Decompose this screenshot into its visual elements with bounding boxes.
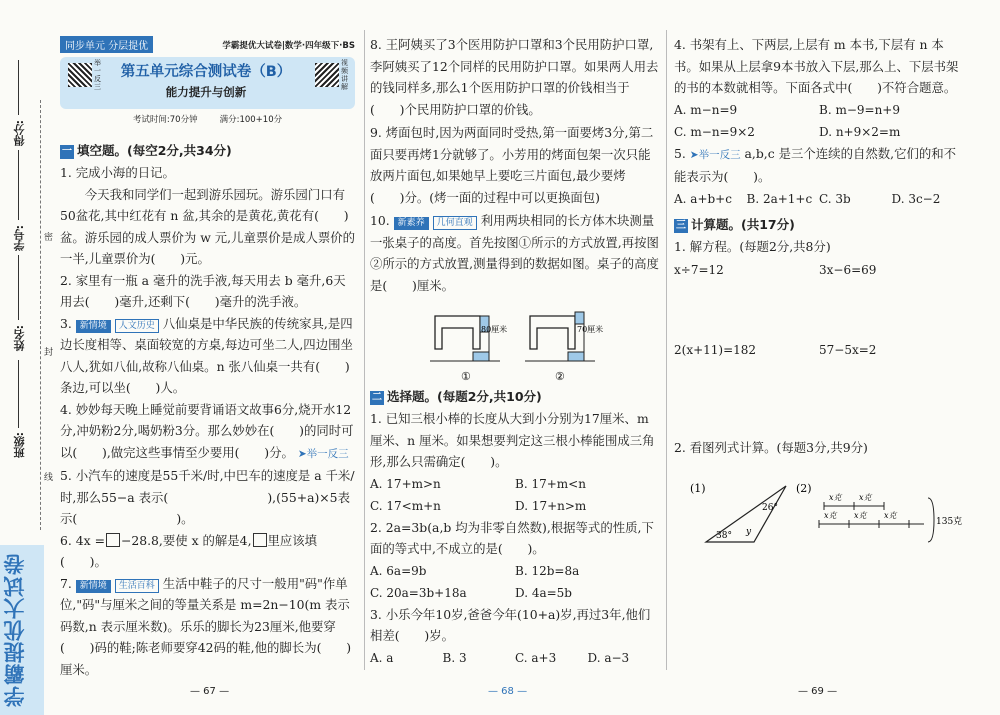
page-number-67: — 67 — bbox=[190, 686, 230, 697]
life-badge: 生活百科 bbox=[115, 579, 159, 593]
qr-left-label: 举一反三 bbox=[94, 59, 101, 91]
figure-1-caption: ① bbox=[461, 370, 471, 383]
question-5: 5. 小汽车的速度是55千米/时,中巴车的速度是 a 千米/时,那么55−a 表示( ),(55+a)×5表示( )。 bbox=[60, 468, 355, 526]
section-1-heading bbox=[60, 140, 358, 162]
section-3-title: 计算题。(共17分) bbox=[691, 216, 795, 232]
angle-26: 26° bbox=[762, 503, 778, 513]
choice-1-options-b: C. 17<m+n D. 17+n>m bbox=[370, 498, 587, 513]
column-divider bbox=[364, 30, 365, 670]
bar-model bbox=[819, 498, 934, 542]
choice-5: 5. ➤举一反三 a,b,c 是三个连续的自然数,它们的和不能表示为( )。 bbox=[674, 145, 957, 184]
new-literacy-badge: 新素养 bbox=[394, 217, 429, 230]
bar-label: x克 bbox=[824, 511, 837, 520]
equations-heading: 1. 解方程。(每题2分,共8分) bbox=[674, 238, 831, 254]
student-id-label: 学号: bbox=[13, 225, 26, 252]
angle-y: y bbox=[746, 527, 752, 537]
full-score: 满分:100+10分 bbox=[219, 115, 283, 125]
figure-1-label: 80厘米 bbox=[481, 325, 508, 334]
question-9: 9. 烤面包时,因为两面同时受热,第一面要烤3分,第二面只要再烤1分就够了。小芳用的烤面包架一次只能放两片面包,如果她早上要吃三片面包,最少要烤( )分。(烤一面的过程中可以更换面包) bbox=[370, 125, 654, 205]
choice-4-options-a: A. m−n=9 B. m−9=n+9 bbox=[674, 102, 900, 117]
blank-square bbox=[253, 533, 267, 547]
bar-label: x克 bbox=[859, 493, 872, 502]
qr-code-right bbox=[315, 63, 339, 87]
figure-2-label: (2) bbox=[796, 482, 812, 495]
qr-code-left bbox=[68, 63, 92, 87]
diary-text: 今天我和同学们一起到游乐园玩。游乐园门口有50盆花,其中红花有 n 盆,其余的是黄花,黄花有( )盆。游乐园的成人票价为 w 元,儿童票价是成人票价的一半,儿童票价为( )元。 bbox=[60, 186, 356, 266]
section-2-title: 选择题。(每题2分,共10分) bbox=[387, 389, 542, 404]
student-id-line bbox=[18, 150, 19, 220]
binding-strip bbox=[0, 0, 54, 715]
choice-1-options-a: A. 17+m>n B. 17+m<n bbox=[370, 476, 586, 491]
exam-time: 考试时间:70分钟 bbox=[132, 115, 198, 125]
seal-mi: 密 bbox=[44, 233, 54, 243]
figure-2-caption: ② bbox=[555, 370, 565, 383]
title-panel bbox=[60, 57, 355, 109]
section-3-heading bbox=[674, 214, 964, 236]
score-line bbox=[18, 60, 19, 115]
choice-2-options-b: C. 20a=3b+18a D. 4a=5b bbox=[370, 585, 572, 600]
score-label: 得分: bbox=[13, 120, 26, 147]
blank-square bbox=[106, 533, 120, 547]
choice-2: 2. 2a=3b(a,b 均为非零自然数),根据等式的性质,下面的等式中,不成立的是( )。 bbox=[370, 519, 654, 556]
table-figures bbox=[425, 294, 625, 384]
extension-link[interactable]: ➤举一反三 bbox=[297, 447, 349, 460]
figure-1-label: (1) bbox=[690, 482, 706, 495]
figure-2 bbox=[525, 312, 595, 361]
question-7: 7. 新情境 生活百科 生活中鞋子的尺寸一般用"码"作单位,"码"与厘米之间的等量关系是 m=2n−10(m 表示码数,n 表示厘米数)。乐乐的脚长为23厘米,他要穿( )码的鞋;陈老师要穿42码的鞋,他的脚长为( )厘米。 bbox=[60, 575, 352, 677]
section-2-number: 二 bbox=[372, 392, 382, 403]
page-number-68: — 68 — bbox=[488, 686, 528, 697]
question-10: 10. 新素养 几何直观 利用两块相同的长方体木块测量一张桌子的高度。首先按图①所示的方式放置,再按图②所示的方式放置,测量得到的数据如图。桌子的高度是( )厘米。 bbox=[370, 213, 659, 293]
bar-label: x克 bbox=[829, 493, 842, 502]
column-2-lower bbox=[370, 386, 660, 669]
extension-link[interactable]: ➤举一反三 bbox=[689, 148, 741, 161]
total-label: 135克 bbox=[936, 517, 963, 527]
series-name: 学霸提优大试卷|数学·四年级下·BS bbox=[222, 40, 355, 51]
equation-row-2: 2(x+11)=182 57−5x=2 bbox=[674, 343, 877, 357]
question-8: 8. 王阿姨买了3个医用防护口罩和3个民用防护口罩,李阿姨买了12个同样的民用防护口罩。如果两人用去的钱同样多,那么1个医用防护口罩的价钱相当于( )个民用防护口罩的价钱。 bbox=[370, 37, 659, 117]
section-3-number: 三 bbox=[676, 219, 686, 231]
choice-4: 4. 书架有上、下两层,上层有 m 本书,下层有 n 本书。如果从上层拿9本书放入下层,那么上、下层书架的书的本数就相等。下面各式中( )不符合题意。 bbox=[674, 37, 959, 95]
question-4: 4. 妙妙每天晚上睡觉前要背诵语文故事6分,烧开水12分,冲奶粉2分,喝奶粉3分。那么妙妙在( )的同时可以( ),做完这些事情至少要用( )分。 ➤举一反三 bbox=[60, 401, 354, 460]
choice-3-options: A. a B. 3 C. a+3 D. a−3 bbox=[370, 650, 630, 665]
section-1-title: 填空题。(每空2分,共34分) bbox=[77, 143, 232, 158]
new-context-badge: 新情境 bbox=[76, 320, 111, 333]
section-2-heading bbox=[370, 386, 660, 408]
question-3: 3. 新情境 人文历史 八仙桌是中华民族的传统家具,是四边长度相等、桌面较宽的方桌,每边可坐二人,四边围坐八人,犹如八仙,故称八仙桌。n 张八仙桌一共有( )条边,可以坐( )人。 bbox=[60, 315, 353, 395]
test-title: 第五单元综合测试卷（B） bbox=[120, 64, 292, 80]
class-line bbox=[18, 360, 19, 428]
test-subtitle: 能力提升与创新 bbox=[165, 85, 247, 99]
choice-4-options-b: C. m−n=9×2 D. n+9×2=m bbox=[674, 124, 901, 139]
equation-row-1: x÷7=12 3x−6=69 bbox=[674, 263, 877, 277]
bar-label: x克 bbox=[854, 511, 867, 520]
geometry-badge: 几何直观 bbox=[433, 216, 477, 230]
header bbox=[60, 36, 355, 132]
binding-line bbox=[40, 100, 41, 530]
page-number-69: — 69 — bbox=[798, 686, 838, 697]
question-2: 2. 家里有一瓶 a 毫升的洗手液,每天用去 b 毫升,6天用去( )毫升,还剩下( )毫升的洗手液。 bbox=[60, 272, 346, 309]
seal-xian: 线 bbox=[44, 473, 54, 483]
choice-1: 1. 已知三根小棒的长度从大到小分别为17厘米、m 厘米、n 厘米。如果想要判定这三根小棒能围成三角形,那么只需确定( )。 bbox=[370, 411, 655, 469]
class-label: 班级: bbox=[13, 432, 26, 459]
question-1: 1. 完成小海的日记。 今天我和同学们一起到游乐园玩。游乐园门口有50盆花,其中红花有 n 盆,其余的是黄花,黄花有( )盆。游乐园的成人票价为 w 元,儿童票价是成人票价的一半,儿童票价为( )元。 bbox=[60, 162, 358, 270]
new-context-badge: 新情境 bbox=[76, 580, 111, 593]
qr-right-label: 视频讲解 bbox=[341, 59, 348, 91]
angle-38: 38° bbox=[716, 531, 732, 541]
figure-1 bbox=[430, 316, 500, 361]
question-6: 6. 4x = −28.8,要使 x 的解是4, 里应该填( )。 bbox=[60, 532, 318, 569]
column-divider bbox=[666, 30, 667, 670]
choice-2-options-a: A. 6a=9b B. 12b=8a bbox=[370, 563, 580, 578]
brand-logo: 学霸提优大试卷 bbox=[0, 545, 44, 715]
choice-3: 3. 小乐今年10岁,爸爸今年(10+a)岁,再过3年,他们相差( )岁。 bbox=[370, 606, 651, 643]
column-1 bbox=[60, 140, 358, 680]
diagram-calc-heading: 2. 看图列式计算。(每题3分,共9分) bbox=[674, 440, 868, 455]
column-2 bbox=[370, 34, 660, 296]
name-label: 姓名: bbox=[13, 325, 26, 352]
choice-5-options: A. a+b+c B. 2a+1+c C. 3b D. 3c−2 bbox=[674, 191, 941, 206]
seal-feng: 封 bbox=[44, 348, 54, 358]
column-3 bbox=[674, 34, 964, 459]
sync-tag: 同步单元 分层提优 bbox=[60, 36, 153, 53]
name-line bbox=[18, 255, 19, 320]
calc-figures bbox=[684, 476, 984, 556]
section-1-number: 一 bbox=[62, 146, 72, 157]
bar-label: x克 bbox=[884, 511, 897, 520]
culture-badge: 人文历史 bbox=[115, 319, 159, 333]
figure-2-label: 70厘米 bbox=[577, 325, 604, 334]
